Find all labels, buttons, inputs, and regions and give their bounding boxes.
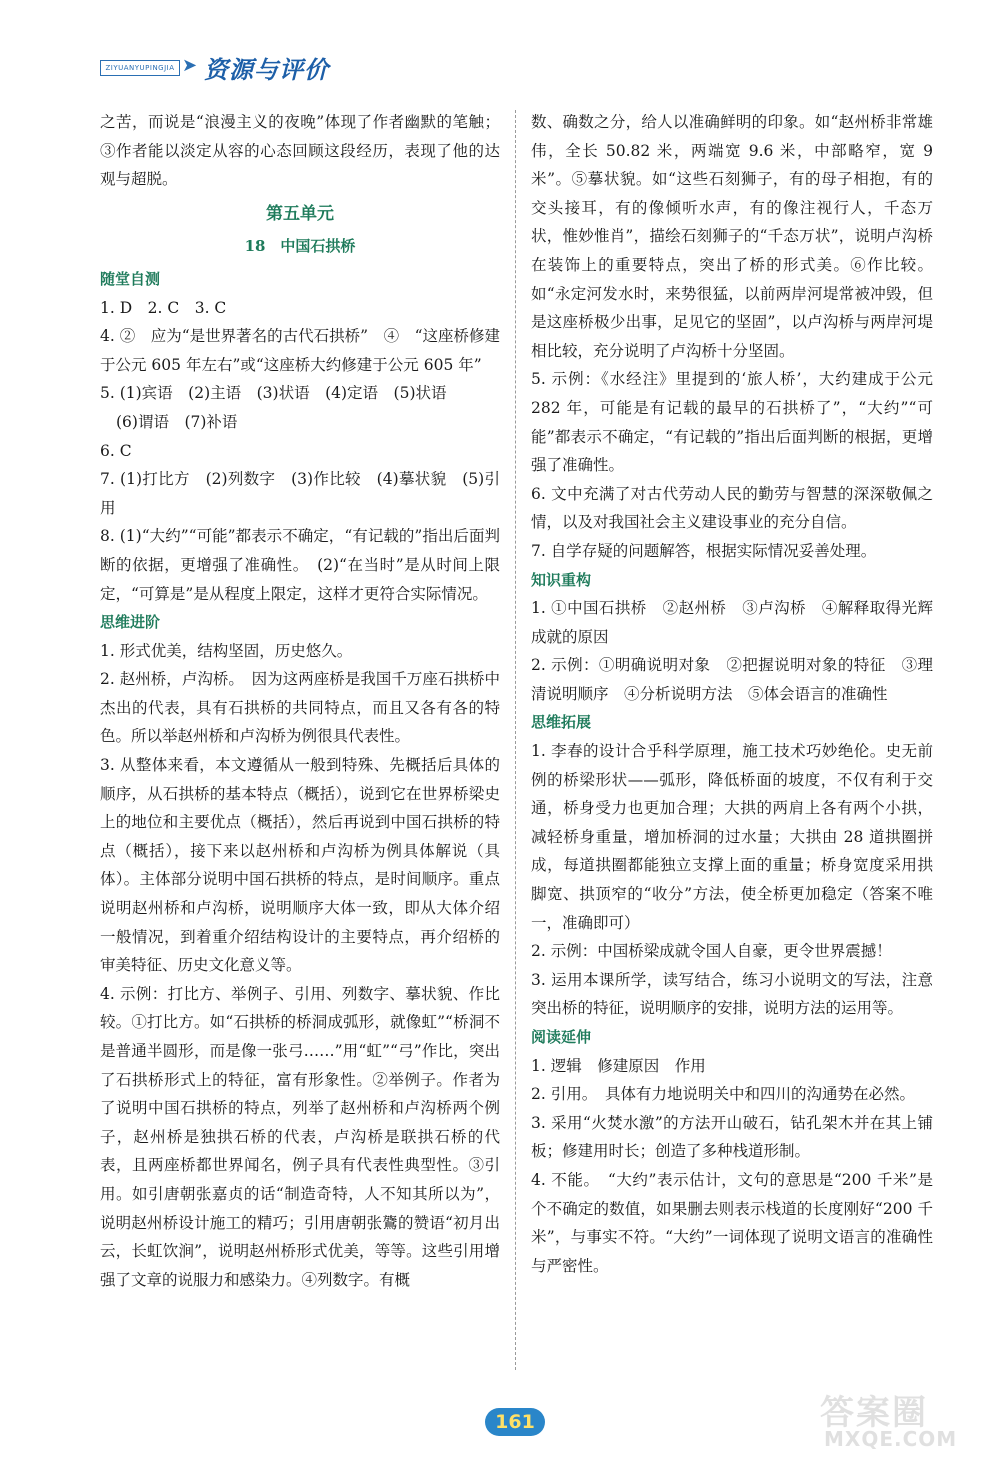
answer-paragraph: 1. ①中国石拱桥 ②赵州桥 ③卢沟桥 ④解释取得光辉成就的原因	[531, 599, 933, 646]
answer-paragraph: 4. 不能。 “大约”表示估计，文句的意思是“200 千米”是个不确定的数值，如果删去则表示栈道的长度刚好“200 千米”，与事实不符。“大约”一词体现了说明文语言的准确性与严密性。	[531, 1170, 933, 1275]
section-heading: 知识重构	[531, 570, 592, 589]
answer-line: (6)谓语 (7)补语	[116, 412, 238, 431]
answer-paragraph: 2. 示例：①明确说明对象 ②把握说明对象的特征 ③理清说明顺序 ④分析说明方法 ⑤体会语言的准确性	[531, 656, 933, 703]
watermark-logo	[810, 1385, 980, 1455]
section-heading: 思维拓展	[531, 713, 592, 732]
answer-paragraph: 4. 示例：打比方、举例子、引用、列数字、摹状貌、作比较。①打比方。如“石拱桥的桥洞成弧形，就像虹”“桥洞不是普通半圆形，而是像一张弓……”用“虹”“弓”作比，突出了石拱桥形式上的特征，富有形象性。②举例子。作者为了说明中国石拱桥的特点，列举了赵州桥和卢沟桥两个例子，赵州桥是独拱石桥的代表，卢沟桥是联拱石桥的代表，且两座桥都世界闻名，例子具有代表性典型性。③引用。如引唐朝张嘉贞的话“制造奇特，人不知其所以为”，说明赵州桥设计施工的精巧；引用唐朝张鷟的赞语“初月出云，长虹饮涧”，说明赵州桥形式优美，等等。这些引用增强了文章的说服力和感染力。④列数字。有概	[100, 984, 500, 1289]
answer-paragraph: 1. 形式优美，结构坚固，历史悠久。	[100, 641, 353, 660]
watermark-line2: MXQE.COM	[824, 1427, 958, 1451]
answer-paragraph: 8. (1)“大约”“可能”都表示不确定，“有记载的”指出后面判断的依据，更增强了准确性。 (2)“在当时”是从时间上限定，“可算是”是从程度上限定，这样才更符合实际情况。	[100, 527, 500, 603]
answer-paragraph: 数、确数之分，给人以准确鲜明的印象。如“赵州桥非常雄伟，全长 50.82 米，两端宽 9.6 米，中部略窄，宽 9 米”。⑤摹状貌。如“这些石刻狮子，有的母子相抱，有的交头接耳，有的像倾听水声，有的像注视行人，千态万状，惟妙惟肖”，描绘石刻狮子的“千态万状”，说明卢沟桥在装饰上的重要特点，突出了桥的形式美。⑥作比较。如“永定河发水时，来势很猛，以前两岸河堤常被冲毁，但是这座桥极少出事，足见它的坚固”，以卢沟桥与两岸河堤相比较，充分说明了卢沟桥十分坚固。	[531, 113, 933, 360]
section-heading: 思维进阶	[100, 613, 161, 632]
answer-paragraph: 2. 赵州桥，卢沟桥。 因为这两座桥是我国千万座石拱桥中杰出的代表，具有石拱桥的共同特点，而且又各有各的特色。所以举赵州桥和卢沟桥为例很具代表性。	[100, 670, 500, 746]
answer-paragraph: 4. ② 应为“是世界著名的古代石拱桥” ④ “这座桥修建于公元 605 年左右”或“这座桥大约修建于公元 605 年”	[100, 327, 500, 374]
right-column	[531, 108, 933, 1280]
answer-paragraph: 1. 李春的设计合乎科学原理，施工技术巧妙绝伦。史无前例的桥梁形状——弧形，降低桥面的坡度，不仅有利于交通，桥身受力也更加合理；大拱的两肩上各有两个小拱，减轻桥身重量，增加桥洞的过水量；大拱由 28 道拱圈拼成，每道拱圈都能独立支撑上面的重量；桥身宽度采用拱脚宽、拱顶窄的“收分”方法，使全桥更加稳定（答案不唯一，准确即可）	[531, 742, 933, 932]
section-heading: 阅读延伸	[531, 1028, 592, 1046]
answer-paragraph: 3. 从整体来看，本文遵循从一般到特殊、先概括后具体的顺序，从石拱桥的基本特点（概括），说到它在世界桥梁史上的地位和主要优点（概括），然后再说到中国石拱桥的特点（概括），接下来以赵州桥和卢沟桥为例具体解说（具体）。主体部分说明中国石拱桥的特点，是时间顺序。重点说明赵州桥和卢沟桥，说明顺序大体一致，即从大体介绍一般情况，到着重介绍结构设计的主要特点，再介绍桥的审美特征、历史文化意义等。	[100, 756, 500, 975]
answer-paragraph: 5. 示例：《水经注》里提到的‘旅人桥’，大约建成于公元 282 年，可能是有记载的最早的石拱桥了”，“大约”“可能”都表示不确定，“有记载的”指出后面判断的根据，更增强了准确性。	[531, 370, 933, 475]
answer-paragraph: 2. 示例：中国桥梁成就令国人自豪，更令世界震撼！	[531, 942, 892, 961]
answer-paragraph: 3. 运用本课所学，读写结合，练习小说明文的写法，注意突出桥的特征，说明顺序的安排，说明方法的运用等。	[531, 970, 933, 1018]
answer-paragraph: 5. (1)宾语 (2)主语 (3)状语 (4)定语 (5)状语	[100, 384, 447, 403]
answer-paragraph: 6. 文中充满了对古代劳动人民的勤劳与智慧的深深敬佩之情，以及对我国社会主义建设事业的充分自信。	[531, 484, 933, 532]
answer-paragraph: 7. 自学存疑的问题解答，根据实际情况妥善处理。	[531, 541, 877, 560]
answer-paragraph: 6. C	[100, 441, 132, 460]
answer-paragraph: 3. 采用“火焚水激”的方法开山破石，钻孔架木并在其上铺板；修建用时长；创造了多种栈道形制。	[531, 1113, 933, 1161]
column-divider	[515, 110, 516, 1370]
header-brand: 资源与评价	[204, 56, 329, 84]
answer-paragraph: 1. D 2. C 3. C	[100, 298, 227, 317]
section-heading: 随堂自测	[100, 269, 161, 288]
lesson-title: 18 中国石拱桥	[244, 237, 356, 256]
page-number: 161	[485, 1408, 545, 1436]
answer-paragraph: 7. (1)打比方 (2)列数字 (3)作比较 (4)摹状貌 (5)引用	[100, 470, 500, 517]
left-column	[100, 108, 500, 1294]
watermark-line1: 答案圈	[820, 1393, 928, 1433]
answer-paragraph: 1. 逻辑 修建原因 作用	[531, 1056, 706, 1075]
unit-title: 第五单元	[266, 203, 334, 224]
answer-paragraph: 2. 引用。 具体有力地说明关中和四川的沟通势在必然。	[531, 1085, 915, 1104]
arrow-icon: ➤	[182, 55, 198, 76]
header-pinyin: ZIYUANYUPINGJIA	[100, 60, 180, 76]
page-header	[100, 48, 350, 82]
answer-paragraph: 之苦，而说是“浪漫主义的夜晚”体现了作者幽默的笔触；③作者能以淡定从容的心态回顾这段经历，表现了他的达观与超脱。	[100, 113, 500, 189]
